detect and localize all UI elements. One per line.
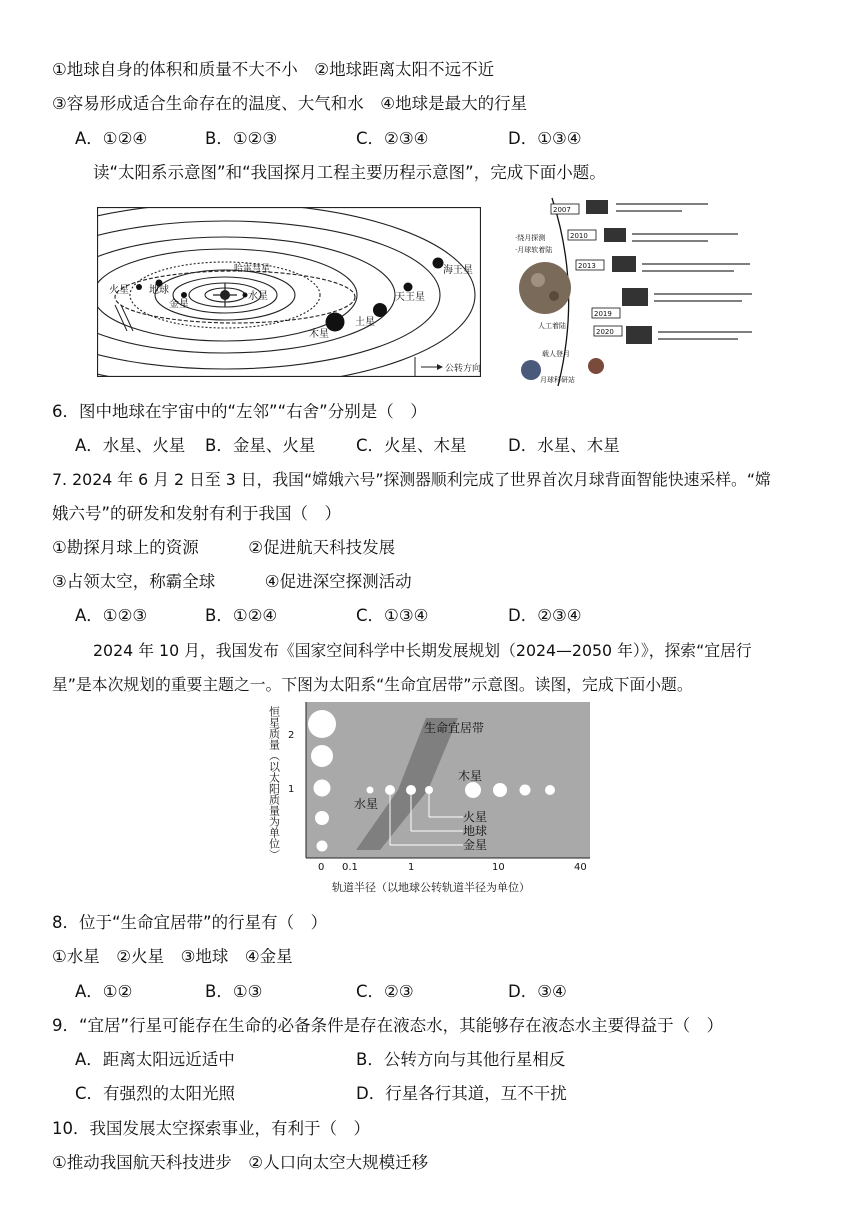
xtick-10: 10 xyxy=(492,862,505,873)
label-manned-landing-stage: 人工着陆 xyxy=(538,322,566,330)
probe-image-3 xyxy=(612,256,636,272)
q7-option-b: B．①②④ xyxy=(205,606,278,625)
venus-label: 金星 xyxy=(169,299,189,310)
q10-stem: 10．我国发展太空探索事业，有利于（ ） xyxy=(52,1119,370,1138)
q7-statements-2: ③占领太空，称霸全球 ④促进深空探测活动 xyxy=(52,572,412,591)
year-2010: 2010 xyxy=(570,232,588,240)
intro-text-2-line-1: 2024 年 10 月，我国发布《国家空间科学中长期发展规划（2024—2050 年）》，探索“宜居行 xyxy=(93,641,752,660)
q9-stem: 9．“宜居”行星可能存在生命的必备条件是存在液态水，其能够存在液态水主要得益于（ ） xyxy=(52,1016,724,1035)
mercury-label: 水星 xyxy=(248,291,268,302)
q8-stem: 8．位于“生命宜居带”的行星有（ ） xyxy=(52,913,328,932)
mercury-label: 水星 xyxy=(354,797,379,811)
neptune-point xyxy=(545,785,555,795)
ytick-1: 1 xyxy=(288,784,295,795)
neptune-dot xyxy=(433,258,444,269)
venus-point xyxy=(385,785,395,795)
xtick-0-1: 0.1 xyxy=(342,862,358,873)
saturn-dot xyxy=(373,303,387,317)
sun-symbol xyxy=(220,290,230,300)
neptune-label: 海王星 xyxy=(443,265,473,276)
habitable-zone-figure xyxy=(258,700,594,900)
q5-option-d: D．①③④ xyxy=(508,129,582,148)
mars-label: 火星 xyxy=(109,285,129,296)
q6-option-d: D．水星、木星 xyxy=(508,436,620,455)
probe-image-1 xyxy=(586,200,608,214)
mars-dot xyxy=(136,284,142,290)
earth-label: 地球 xyxy=(149,285,169,296)
year-2019: 2019 xyxy=(594,310,612,318)
x-axis-label: 轨道半径（以地球公转轨道半径为单位） xyxy=(332,881,530,894)
q7-stem-line-2: 娥六号”的研发和发射有利于我国（ ） xyxy=(52,504,342,523)
q6-option-c: C．火星、木星 xyxy=(356,436,467,455)
q5-option-a: A．①②④ xyxy=(75,129,148,148)
q5-option-c: C．②③④ xyxy=(356,129,429,148)
direction-legend: 公转方向 xyxy=(445,364,481,374)
q7-statements-1: ①勘探月球上的资源 ②促进航天科技发展 xyxy=(52,538,396,557)
comet-label: 哈雷彗星 xyxy=(234,264,271,274)
q10-statements: ①推动我国航天科技进步 ②人口向太空大规模迁移 xyxy=(52,1153,429,1172)
q8-option-b: B．①③ xyxy=(205,982,263,1001)
earth-point xyxy=(406,785,416,795)
xtick-1: 1 xyxy=(408,862,415,873)
uranus-label: 天王星 xyxy=(395,292,425,303)
saturn-label: 土星 xyxy=(355,317,375,328)
year-2020: 2020 xyxy=(596,328,614,336)
band-label: 生命宜居带 xyxy=(424,721,485,735)
label-crewed-landing: 载人登月 xyxy=(542,350,570,358)
uranus-point xyxy=(520,785,531,796)
mercury-point xyxy=(367,787,374,794)
jupiter-label: 木星 xyxy=(309,329,329,340)
mercury-dot xyxy=(243,293,248,298)
probe-image-4 xyxy=(622,288,648,306)
q7-option-d: D．②③④ xyxy=(508,606,582,625)
q9-option-d: D．行星各行其道，互不干扰 xyxy=(356,1084,567,1103)
label-research-station: 月球科研站 xyxy=(540,376,575,384)
mars-label: 火星 xyxy=(463,810,488,824)
earth-image xyxy=(521,360,541,380)
q6-stem: 6．图中地球在宇宙中的“左邻”“右舍”分别是（ ） xyxy=(52,402,427,421)
xtick-0: 0 xyxy=(318,862,325,873)
moon-image xyxy=(519,262,571,314)
venus-dot xyxy=(181,292,187,298)
ytick-2: 2 xyxy=(288,730,295,741)
station-image xyxy=(588,358,604,374)
q9-option-a: A．距离太阳远近适中 xyxy=(75,1050,235,1069)
probe-image-2 xyxy=(604,228,626,242)
year-2007: 2007 xyxy=(553,206,571,214)
q7-stem-line-1: 7. 2024 年 6 月 2 日至 3 日，我国“嫦娥六号”探测器顺利完成了世界首次月球背面智能快速采样。“嫦 xyxy=(52,470,771,489)
venus-label: 金星 xyxy=(463,838,488,852)
saturn-point xyxy=(493,783,507,797)
q7-option-a: A．①②③ xyxy=(75,606,148,625)
q8-option-c: C．②③ xyxy=(356,982,414,1001)
jupiter-point xyxy=(465,782,481,798)
year-2013: 2013 xyxy=(578,262,596,270)
q7-option-c: C．①③④ xyxy=(356,606,429,625)
intro-text-1: 读“太阳系示意图”和“我国探月工程主要历程示意图”，完成下面小题。 xyxy=(93,163,606,182)
statement-line-2: ③容易形成适合生命存在的温度、大气和水 ④地球是最大的行星 xyxy=(52,94,528,113)
probe-image-5 xyxy=(626,326,652,344)
statement-line-1: ①地球自身的体积和质量不大不小 ②地球距离太阳不远不近 xyxy=(52,60,495,79)
q9-option-c: C．有强烈的太阳光照 xyxy=(75,1084,236,1103)
uranus-dot xyxy=(404,283,413,292)
label-orbit-exploration: ·绕月探测 xyxy=(515,234,546,242)
q9-option-b: B．公转方向与其他行星相反 xyxy=(356,1050,566,1069)
solar-system-figure xyxy=(97,207,481,377)
label-soft-landing: ·月球软着陆 xyxy=(515,246,553,254)
q8-option-a: A．①② xyxy=(75,982,133,1001)
q8-option-d: D．③④ xyxy=(508,982,567,1001)
lunar-exploration-figure xyxy=(512,190,758,388)
jupiter-label: 木星 xyxy=(458,769,483,783)
q5-option-b: B．①②③ xyxy=(205,129,278,148)
earth-label: 地球 xyxy=(463,824,488,838)
q6-option-b: B．金星、火星 xyxy=(205,436,316,455)
xtick-40: 40 xyxy=(574,862,587,873)
y-axis-label: 恒星质量（以太阳质量为单位） xyxy=(267,706,281,860)
mars-point xyxy=(425,786,433,794)
intro-text-2-line-2: 星”是本次规划的重要主题之一。下图为太阳系“生命宜居带”示意图。读图，完成下面小题。 xyxy=(52,675,693,694)
q8-statements: ①水星 ②火星 ③地球 ④金星 xyxy=(52,947,293,966)
q6-option-a: A．水星、火星 xyxy=(75,436,186,455)
